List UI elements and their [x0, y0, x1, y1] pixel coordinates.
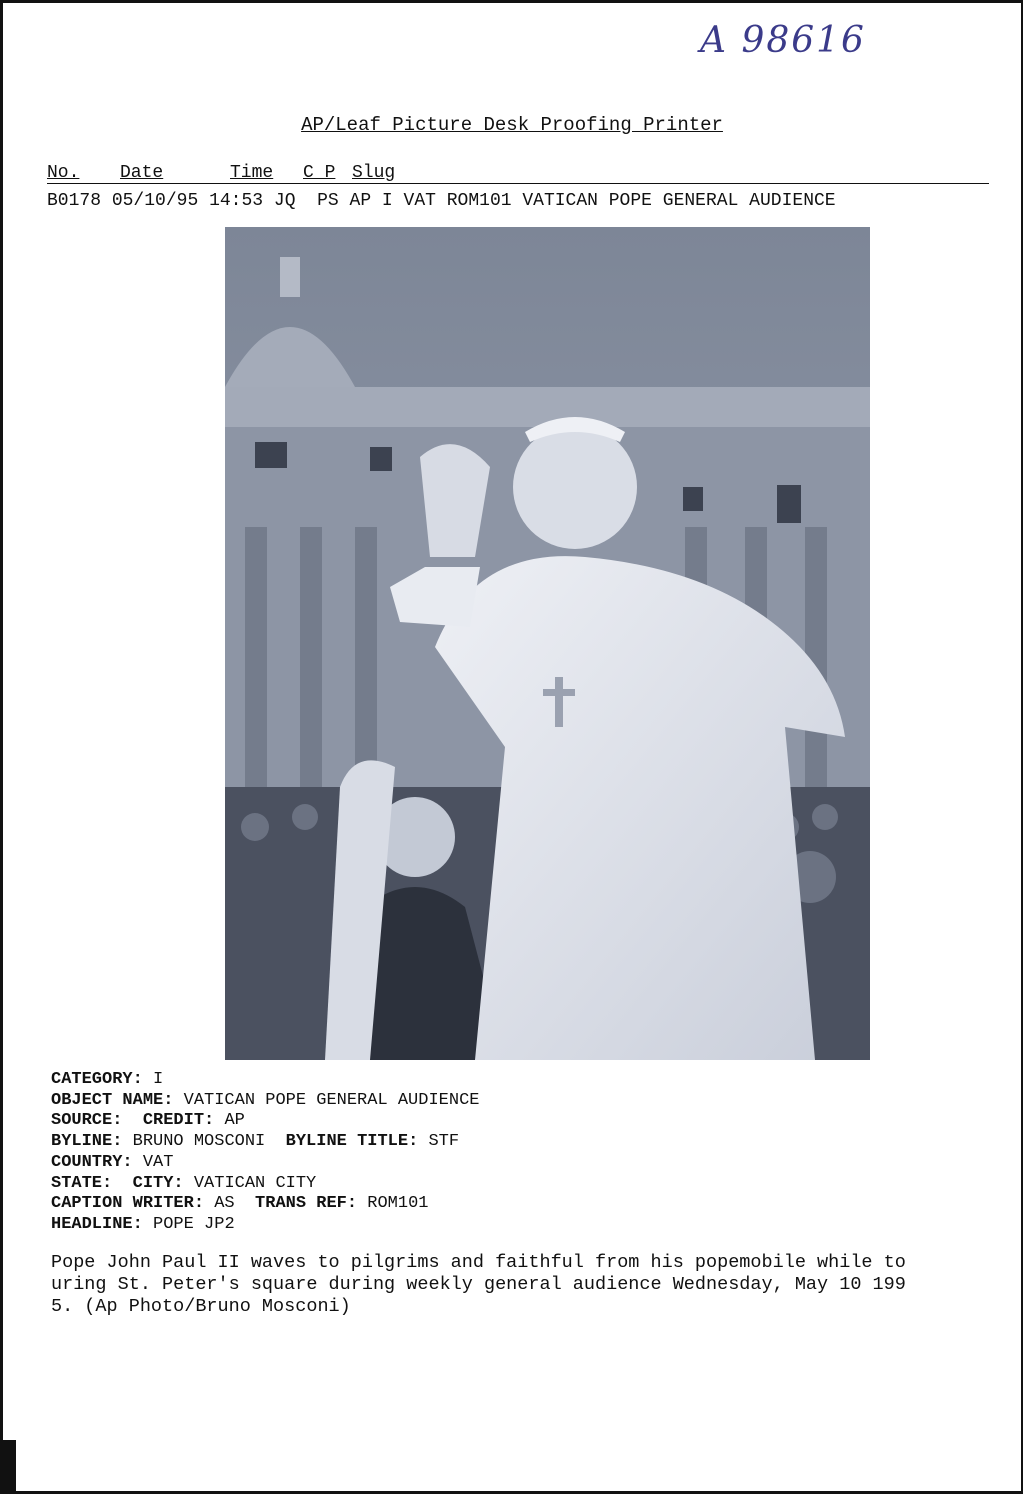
record-slug: PS AP I VAT ROM101 VATICAN POPE GENERAL AUDIENCE — [317, 191, 836, 211]
category-label: CATEGORY: — [51, 1070, 143, 1089]
byline-title-label: BYLINE TITLE: — [285, 1132, 419, 1152]
column-header-time: Time — [230, 163, 274, 183]
source-label: SOURCE: — [51, 1111, 123, 1131]
state-label: STATE: — [51, 1173, 113, 1193]
byline-label: BYLINE: — [51, 1132, 123, 1152]
metadata-block — [51, 1070, 479, 1236]
trans-ref-value: ROM101 — [367, 1194, 429, 1214]
credit-label: CREDIT: — [142, 1111, 215, 1131]
city-value: VATICAN CITY — [193, 1173, 317, 1193]
record-date: 05/10/95 — [111, 191, 199, 211]
meta-state-row — [51, 1174, 479, 1195]
meta-byline-row — [51, 1132, 479, 1153]
meta-source-row — [51, 1111, 479, 1132]
column-header-slug: Slug — [352, 163, 396, 183]
column-header-no: No. — [47, 163, 80, 183]
news-photo — [225, 227, 870, 1060]
caption-writer-value: AS — [214, 1194, 235, 1214]
meta-headline-row — [51, 1215, 479, 1236]
byline-title-value: STF — [428, 1132, 460, 1152]
caption-writer-label: CAPTION WRITER: — [51, 1194, 205, 1214]
country-value: VAT — [142, 1152, 174, 1172]
document-title: AP/Leaf Picture Desk Proofing Printer — [301, 114, 723, 136]
city-label: CITY: — [132, 1173, 184, 1193]
record-no: B0178 — [47, 191, 102, 211]
credit-value: AP — [224, 1111, 245, 1131]
record-row — [47, 191, 836, 211]
record-cp: JQ — [273, 191, 296, 211]
handwritten-reference-number: A 98616 — [700, 20, 866, 61]
object-name-label: OBJECT NAME: — [51, 1090, 174, 1110]
trans-ref-label: TRANS REF: — [255, 1194, 358, 1214]
category-value: I — [153, 1070, 164, 1089]
meta-caption-writer-row — [51, 1194, 479, 1215]
record-time: 14:53 — [209, 191, 264, 211]
meta-object-name-row — [51, 1091, 479, 1112]
country-label: COUNTRY: — [51, 1152, 133, 1172]
byline-value: BRUNO MOSCONI — [132, 1132, 266, 1152]
meta-country-row — [51, 1153, 479, 1174]
column-header-row — [47, 163, 989, 184]
headline-label: HEADLINE: — [51, 1214, 143, 1234]
headline-value: POPE JP2 — [153, 1214, 235, 1234]
object-name-value: VATICAN POPE GENERAL AUDIENCE — [183, 1090, 480, 1110]
scan-edge-mark — [0, 1440, 16, 1494]
column-header-cp: C P — [303, 163, 336, 183]
photo-caption: Pope John Paul II waves to pilgrims and faithful from his popemobile while to uring St. Peter's square during weekly general audience Wednesday, May 10 199 5. (Ap Photo/Bruno Mosconi) — [51, 1252, 906, 1317]
meta-category-row — [51, 1070, 479, 1091]
column-header-date: Date — [120, 163, 164, 183]
